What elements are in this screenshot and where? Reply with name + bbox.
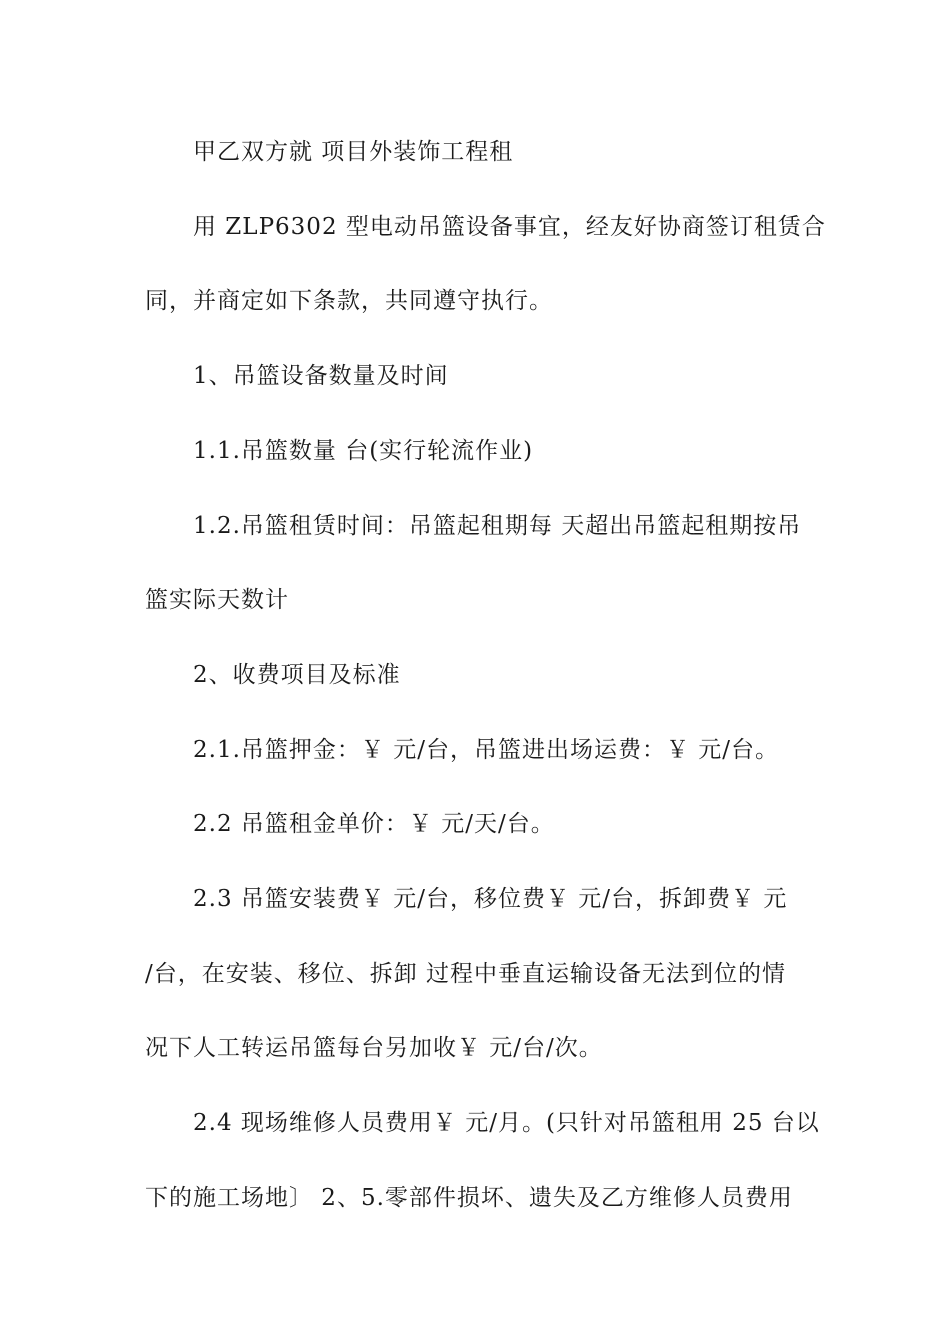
- clause-1-2-line-2: 篮实际天数计: [145, 587, 289, 613]
- paragraph-intro-line-1: 甲乙双方就 项目外装饰工程租: [193, 139, 514, 165]
- clause-1-1: 1.1.吊篮数量 台(实行轮流作业): [193, 438, 534, 464]
- clause-2-3-line-3: 况下人工转运吊篮每台另加收￥ 元/台/次。: [145, 1035, 603, 1061]
- section-heading-1: 1、吊篮设备数量及时间: [193, 363, 449, 389]
- clause-1-2-line-1: 1.2.吊篮租赁时间：吊篮起租期每 天超出吊篮起租期按吊: [193, 513, 802, 539]
- section-heading-2: 2、收费项目及标准: [193, 662, 401, 688]
- clause-2-4-line-2: 下的施工场地〕 2、5.零部件损坏、遗失及乙方维修人员费用: [145, 1185, 793, 1211]
- clause-2-2: 2.2 吊篮租金单价：￥ 元/天/台。: [193, 811, 555, 837]
- paragraph-intro-line-2: 用 ZLP6302 型电动吊篮设备事宜，经友好协商签订租赁合: [193, 214, 826, 240]
- clause-2-1: 2.1.吊篮押金：￥ 元/台，吊篮进出场运费：￥ 元/台。: [193, 737, 780, 763]
- clause-2-3-line-2: /台，在安装、移位、拆卸 过程中垂直运输设备无法到位的情: [145, 961, 787, 987]
- clause-2-4-line-1: 2.4 现场维修人员费用￥ 元/月。(只针对吊篮租用 25 台以: [193, 1110, 820, 1136]
- paragraph-intro-line-3: 同，并商定如下条款，共同遵守执行。: [145, 288, 553, 314]
- clause-2-3-line-1: 2.3 吊篮安装费￥ 元/台，移位费￥ 元/台，拆卸费￥ 元: [193, 886, 788, 912]
